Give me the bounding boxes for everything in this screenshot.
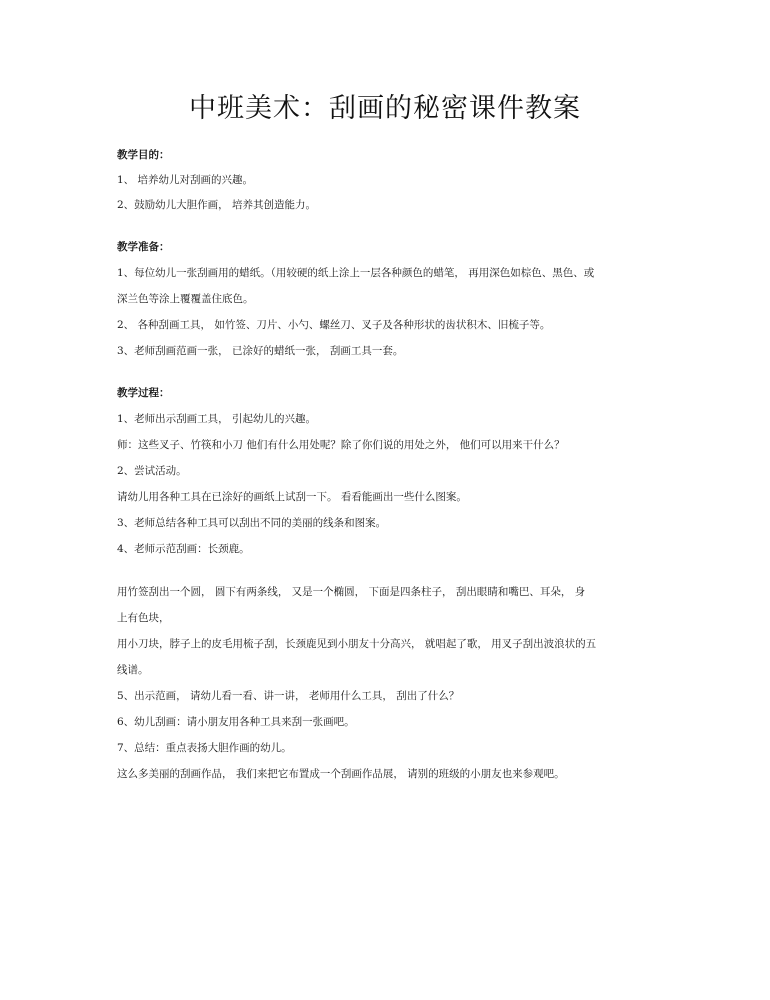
demo-paragraph-1: 用竹签刮出一个圆， 圆下有两条线， 又是一个椭圆， 下面是四条柱子， 刮出眼睛和嘴巴、耳朵， 身 bbox=[117, 586, 586, 598]
section-heading-process: 教学过程： bbox=[117, 387, 170, 399]
closing-paragraph: 这么多美丽的刮画作品， 我们来把它布置成一个刮画作品展， 请别的班级的小朋友也来参观吧。 bbox=[117, 768, 565, 780]
process-step-7: 7、总结：重点表扬大胆作画的幼儿。 bbox=[117, 742, 292, 754]
preparation-item-1-continued: 深兰色等涂上覆覆盖住底色。 bbox=[117, 293, 254, 305]
demo-paragraph-2: 用小刀块，脖子上的皮毛用梳子刮，长颈鹿见到小朋友十分高兴， 就唱起了歌， 用叉子刮出波浪状的五 bbox=[117, 638, 597, 650]
process-step-6: 6、幼儿刮画：请小朋友用各种工具来刮一张画吧。 bbox=[117, 716, 355, 728]
process-step-2: 2、尝试活动。 bbox=[117, 465, 187, 477]
objective-item-2: 2、鼓励幼儿大胆作画， 培养其创造能力。 bbox=[117, 199, 317, 211]
objective-item-1: 1、 培养幼儿对刮画的兴趣。 bbox=[117, 174, 254, 186]
document-title: 中班美术：刮画的秘密课件教案 bbox=[189, 93, 581, 124]
preparation-item-1: 1、每位幼儿一张刮画用的蜡纸。（用较硬的纸上涂上一层各种颜色的蜡笔， 再用深色如棕色、黑色、或 bbox=[117, 267, 595, 279]
process-step-5: 5、出示范画， 请幼儿看一看、讲一讲， 老师用什么工具， 刮出了什么？ bbox=[117, 690, 460, 702]
process-step-1: 1、老师出示刮画工具， 引起幼儿的兴趣。 bbox=[117, 413, 317, 425]
preparation-item-3: 3、老师刮画范画一张， 已涂好的蜡纸一张， 刮画工具一套。 bbox=[117, 345, 404, 357]
section-heading-preparation: 教学准备： bbox=[117, 241, 170, 253]
process-step-3: 3、老师总结各种工具可以刮出不同的美丽的线条和图案。 bbox=[117, 517, 387, 529]
section-heading-objectives: 教学目的： bbox=[117, 149, 170, 161]
process-step-1-dialogue: 师：这些叉子、竹筷和小刀 他们有什么用处呢？除了你们说的用处之外， 他们可以用来干什么？ bbox=[117, 439, 565, 451]
demo-paragraph-1-continued: 上有色块， bbox=[117, 612, 170, 624]
process-step-4: 4、老师示范刮画：长颈鹿。 bbox=[117, 543, 250, 555]
preparation-item-2: 2、 各种刮画工具， 如竹签、刀片、小勺、螺丝刀、叉子及各种形状的齿状积木、旧梳子等。 bbox=[117, 319, 551, 331]
demo-paragraph-2-continued: 线谱。 bbox=[117, 664, 149, 676]
process-step-2-detail: 请幼儿用各种工具在已涂好的画纸上试刮一下。 看看能画出一些什么图案。 bbox=[117, 491, 467, 503]
